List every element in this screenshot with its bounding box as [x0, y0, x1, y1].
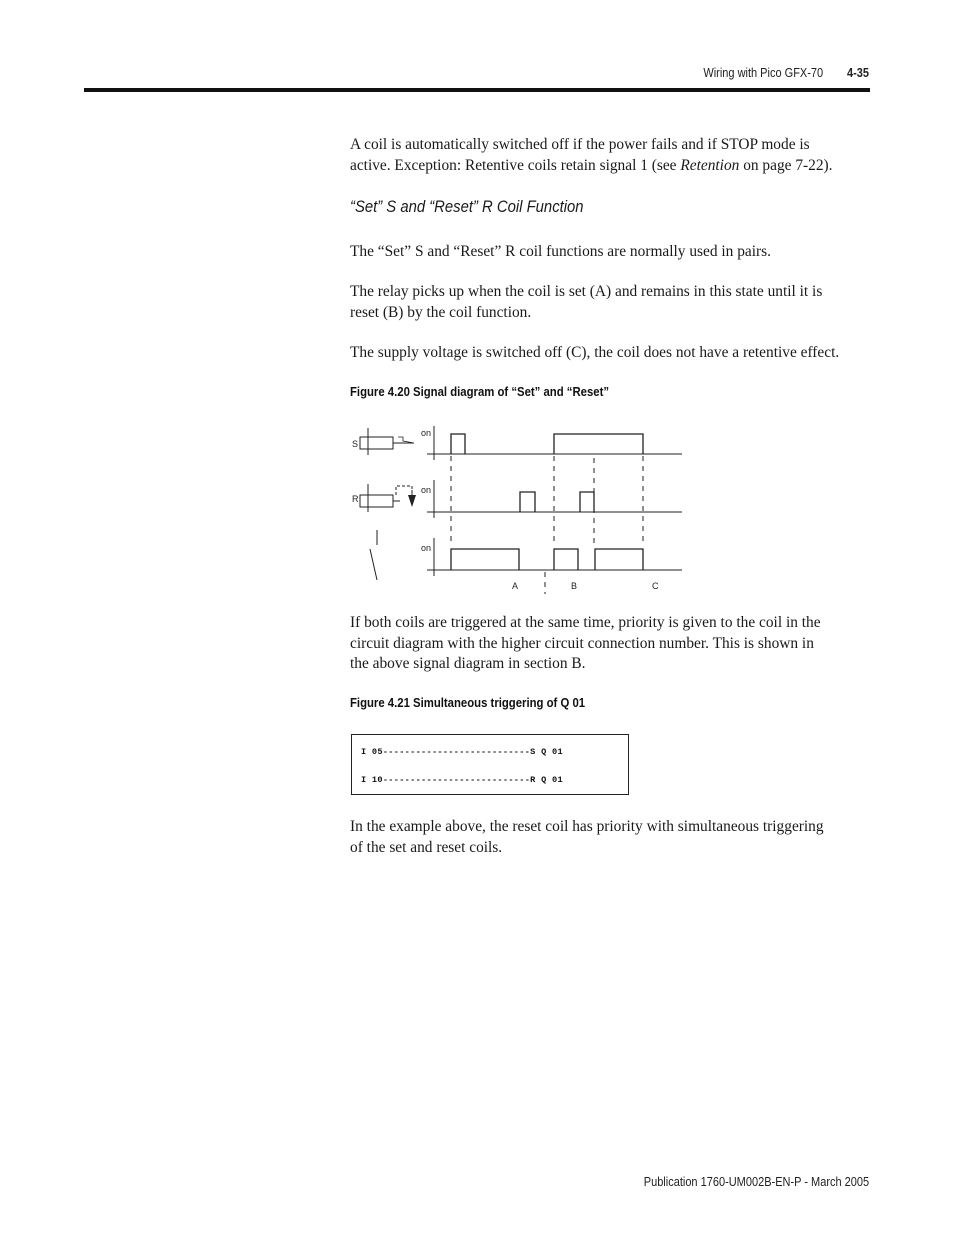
signal-track-relay	[427, 538, 682, 576]
on-label: on	[421, 543, 432, 553]
header-rule	[84, 88, 870, 92]
signal-diagram	[340, 418, 690, 598]
on-label: on	[421, 428, 432, 438]
paragraph-line: In the example above, the reset coil has priority with simultaneous triggering	[350, 818, 824, 835]
paragraph-power-fail	[350, 135, 872, 176]
coil-r-label: R	[352, 494, 359, 504]
paragraph-priority	[350, 613, 872, 675]
paragraph-line: the above signal diagram in section B.	[350, 655, 586, 672]
set-coil-symbol	[352, 428, 414, 455]
paragraph-relay	[350, 282, 872, 323]
paragraph-line	[350, 156, 872, 177]
circuit-line-set: I 05---------------------------S Q 01	[361, 747, 563, 757]
publication-footer: Publication 1760-UM002B-EN-P - March 2005	[643, 1175, 869, 1189]
coil-s-label: S	[352, 439, 359, 449]
paragraph-supply: The supply voltage is switched off (C), the coil does not have a retentive effect.	[350, 344, 840, 361]
relay-contact-symbol	[370, 530, 377, 580]
reset-pulse	[520, 492, 535, 512]
set-pulse	[554, 434, 643, 454]
section-b-label: B	[571, 581, 578, 591]
running-header-title: Wiring with Pico GFX-70	[703, 66, 823, 80]
section-title: “Set” S and “Reset” R Coil Function	[350, 198, 584, 216]
reset-coil-symbol	[352, 484, 416, 512]
paragraph-line: of the set and reset coils.	[350, 838, 503, 856]
figure-420-caption: Figure 4.20 Signal diagram of “Set” and “Reset”	[350, 384, 610, 399]
on-label: on	[421, 485, 432, 495]
reset-pulse	[580, 492, 594, 512]
circuit-diagram-box	[351, 734, 629, 795]
relay-pulse	[554, 549, 578, 570]
figure-421-caption: Figure 4.21 Simultaneous triggering of Q 01	[350, 695, 586, 710]
paragraph-line: If both coils are triggered at the same time, priority is given to the coil in the	[350, 614, 821, 631]
retention-reference: Retention	[680, 156, 740, 174]
circuit-line-reset: I 10---------------------------R Q 01	[361, 775, 563, 785]
section-c-label: C	[652, 581, 659, 591]
text-run: on page 7-22).	[739, 156, 833, 174]
page-number: 4-35	[846, 66, 869, 80]
paragraph-example	[350, 817, 872, 858]
signal-track-set	[427, 426, 682, 460]
paragraph-line: A coil is automatically switched off if the power fails and if STOP mode is	[350, 136, 810, 153]
relay-pulse	[595, 549, 643, 570]
section-a-label: A	[512, 581, 519, 591]
paragraph-line: circuit diagram with the higher circuit connection number. This is shown in	[350, 634, 814, 652]
set-pulse	[451, 434, 465, 454]
relay-pulse	[451, 549, 519, 570]
timing-guides	[451, 456, 643, 594]
text-run: active. Exception: Retentive coils retain signal 1 (see	[350, 156, 681, 174]
paragraph-line: The relay picks up when the coil is set (A) and remains in this state until it is	[350, 283, 823, 300]
paragraph-pairs: The “Set” S and “Reset” R coil functions are normally used in pairs.	[350, 243, 771, 260]
paragraph-line: reset (B) by the coil function.	[350, 303, 532, 321]
